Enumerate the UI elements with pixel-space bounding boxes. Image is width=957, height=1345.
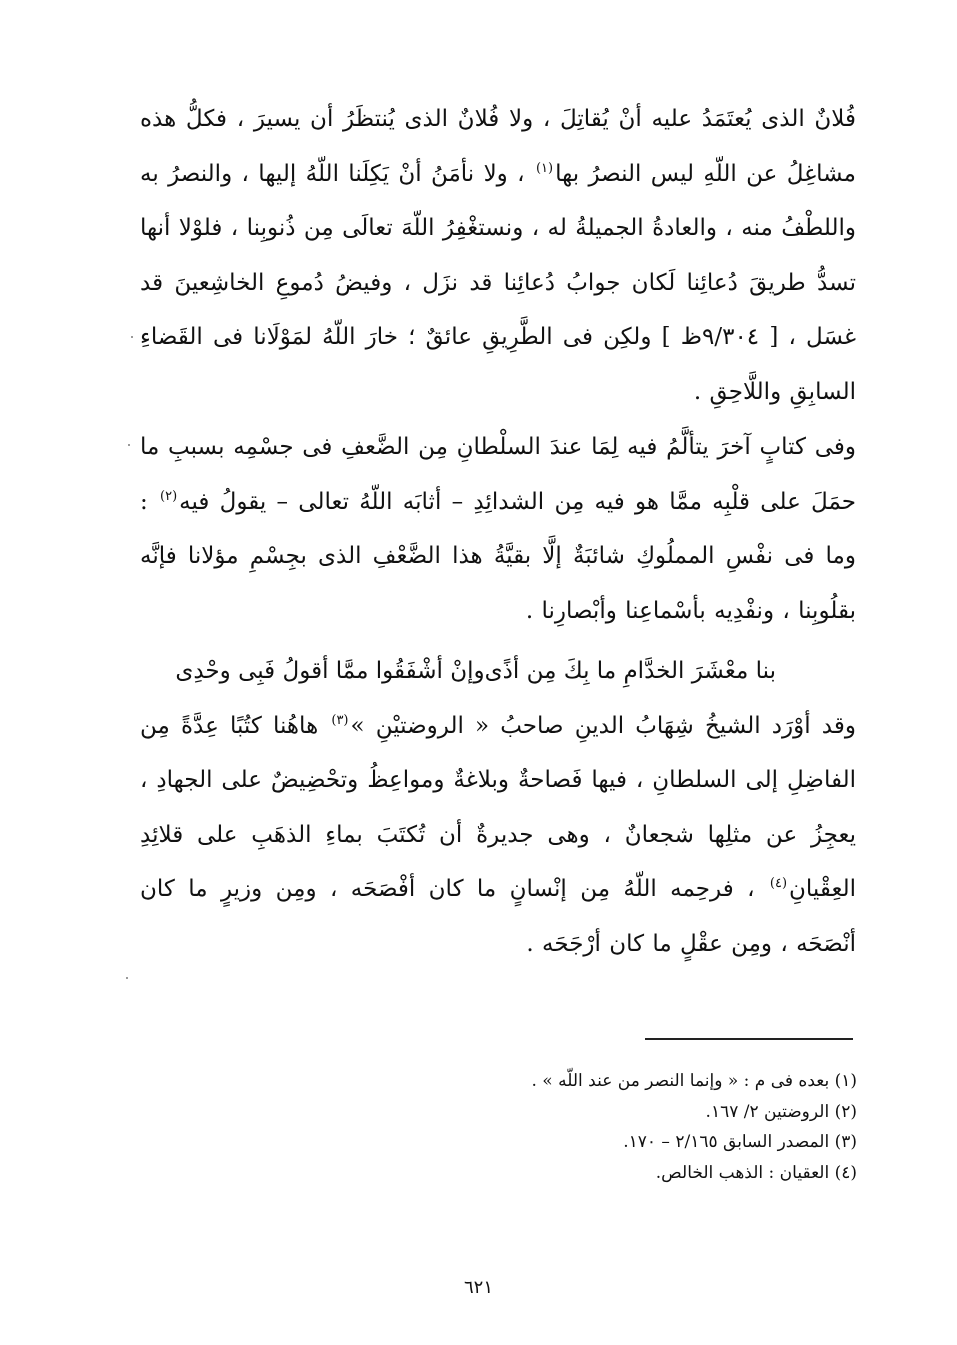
paragraph-1 [140,92,856,419]
footnote-4: (٤) العقيان : الذهب الخالص. [655,1162,857,1183]
verse-first-hemistich: بنا معْشَرَ الخدَّامِ ما بِكَ مِن أذًى [484,658,776,684]
paragraph-3-text-a: وقد أوْرَد الشيخُ شِهَابُ الدينِ صاحبُ « الروضتيْنِ » [350,712,856,739]
poetry-verse [175,644,776,699]
scan-speck [126,977,128,979]
paragraph-1-text-a: فُلانٌ الذى يُعتَمَدُ عليه أنْ يُقاتِلَ ، ولا فُلانٌ الذى يُنتظَرُ أن يسيرَ ، فكلُّ هذه مشاغِلُ عن اللّهِ ليس النصرُ بها [140,106,856,187]
footnote-2: (٢) الروضتين ٢/ ١٦٧. [705,1101,857,1122]
footnotes [297,1066,857,1188]
footnote-ref-3: (٣) [331,712,349,728]
page-number: ٦٢١ [463,1277,493,1298]
paragraph-2-text-b: : وما فى نفْسِ المملُوكِ شائبَةٌ إلَّا بقيَّةُ هذا الضَّعْفِ الذى بجِسْمِ مؤلانا فإنَّه بقلُوبِنا ، ونفْدِيه بأسْماعِنا وأبْصارِنا . [140,488,856,624]
scan-speck [128,444,130,446]
paragraph-2-text-a: وفى كتابٍ آخرَ يتألَّمُ فيه لِمَا عندَ السلْطانِ مِن الضَّعفِ فى جسْمِه بسببِ ما حمَلَ على قلْبِه ممَّا هو فيه مِن الشدائِدِ – أثابَه اللّهُ تعالى – يقولُ فيه [140,434,856,515]
footnote-3: (٣) المصدر السابق ٢/١٦٥ – ١٧٠. [623,1132,857,1152]
footnote-ref-1: (١) [535,160,554,176]
footnote-ref-4: (٤) [769,876,788,892]
paragraph-3-text-b: هاهُنا كتُبًا عِدَّةً مِن الفاضِلِ إلى السلطانِ ، فيها فَصاحةٌ وبلاغةٌ ومواعِظُ وتحْضِيضٌ على الجهادِ ، يعجِزُ عن مثلِها شجعانٌ ، وهى جديرةٌ أن تُكتَبَ بماءِ الذهَبِ على قلائِدِ العِقْيانِ [140,712,856,902]
paragraph-3 [140,699,856,972]
scan-speck [131,336,133,338]
footnote-1: (١) بعده فى م : « وإنما النصر من عند اللّه » . [531,1071,857,1091]
paragraph-3-text-c: ، فرحِمه اللّهُ مِن إنْسانٍ ما كان أفْصَحَه ، ومِن وزيرٍ ما كان أنْصَحَه ، ومِن عقْلٍ ما كان أرْجَحَه . [140,876,856,957]
paragraph-1-text-b: ، ولا نأمَنُ أنْ يَكِلَنا اللّهُ إليها ، والنصرُ به واللطْفُ منه ، والعادةُ الجميلةُ له ، ونستغْفِرُ اللّهَ تعالَى مِن ذُنوبِنا ، فلوْلا أنها تسدُّ طريقَ دُعائِنا لَكان جوابُ دُعائِنا قد نزَل ، وفيضُ دُموعِ الخاشِعينَ قد غسَل ، [ ٩/٣٠٤ظ ] ولكِن فى الطَّرِيقِ عائقٌ ؛ خارَ اللّهُ لمَوْلَانا فى القَضاءِ السابِقِ واللَّاحِقِ . [140,160,856,405]
paragraph-2 [140,420,856,638]
footnote-ref-2: (٢) [160,488,178,504]
main-text [140,92,856,971]
verse-second-hemistich: وإنْ أشْفَقُوا ممَّا أقولُ فَبِى وحْدِى [175,658,485,684]
footnote-separator [645,1038,853,1040]
